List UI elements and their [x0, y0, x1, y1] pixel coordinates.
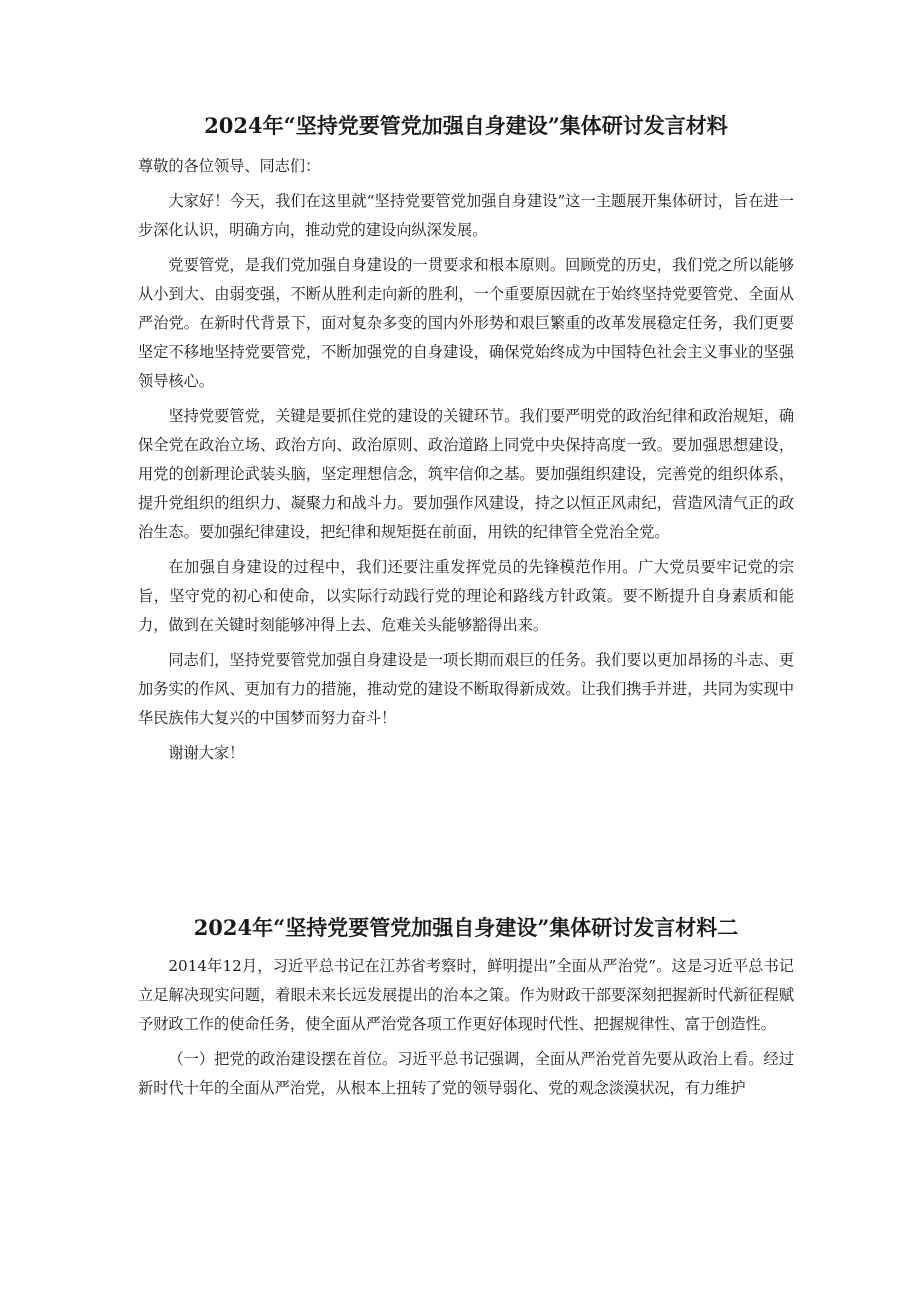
paragraph: 在加强自身建设的过程中，我们还要注重发挥党员的先锋模范作用。广大党员要牢记党的宗旨，坚守党的初心和使命，以实际行动践行党的理论和路线方针政策。要不断提升自身素质和能力，做到在关键时刻能够冲得上去、危难关头能够豁得出来。 — [138, 558, 794, 634]
document-title: 2024年“坚持党要管党加强自身建设”集体研讨发言材料 — [204, 113, 728, 138]
speech-section-2 — [138, 912, 794, 1109]
document-title: 2024年“坚持党要管党加强自身建设”集体研讨发言材料二 — [193, 915, 739, 940]
paragraph: 大家好！今天，我们在这里就“坚持党要管党加强自身建设”这一主题展开集体研讨，旨在进一步深化认识，明确方向，推动党的建设向纵深发展。 — [138, 192, 794, 239]
speech-section-1 — [138, 110, 794, 774]
paragraph: 同志们，坚持党要管党加强自身建设是一项长期而艰巨的任务。我们要以更加昂扬的斗志、更加务实的作风、更加有力的措施，推动党的建设不断取得新成效。让我们携手并进，共同为实现中华民族伟大复兴的中国梦而努力奋斗！ — [138, 651, 794, 727]
salutation: 尊敬的各位领导、同志们： — [138, 157, 321, 175]
closing-line: 谢谢大家！ — [168, 744, 245, 762]
paragraph: 党要管党，是我们党加强自身建设的一贯要求和根本原则。回顾党的历史，我们党之所以能够从小到大、由弱变强，不断从胜利走向新的胜利，一个重要原因就在于始终坚持党要管党、全面从严治党。在新时代背景下，面对复杂多变的国内外形势和艰巨繁重的改革发展稳定任务，我们更要坚定不移地坚持党要管党，不断加强党的自身建设，确保党始终成为中国特色社会主义事业的坚强领导核心。 — [138, 256, 794, 390]
paragraph: 2014年12月，习近平总书记在江苏省考察时，鲜明提出”全面从严治党”。这是习近平总书记立足解决现实问题，着眼未来长远发展提出的治本之策。作为财政干部要深刻把握新时代新征程赋予财政工作的使命任务，使全面从严治党各项工作更好体现时代性、把握规律性、富于创造性。 — [138, 957, 794, 1033]
paragraph: （一）把党的政治建设摆在首位。习近平总书记强调，全面从严治党首先要从政治上看。经过新时代十年的全面从严治党，从根本上扭转了党的领导弱化、党的观念淡漠状况，有力维护 — [138, 1050, 794, 1097]
paragraph: 坚持党要管党，关键是要抓住党的建设的关键环节。我们要严明党的政治纪律和政治规矩，确保全党在政治立场、政治方向、政治原则、政治道路上同党中央保持高度一致。要加强思想建设，用党的创新理论武装头脑，坚定理想信念，筑牢信仰之基。要加强组织建设，完善党的组织体系，提升党组织的组织力、凝聚力和战斗力。要加强作风建设，持之以恒正风肃纪，营造风清气正的政治生态。要加强纪律建设，把纪律和规矩挺在前面，用铁的纪律管全党治全党。 — [138, 407, 794, 541]
